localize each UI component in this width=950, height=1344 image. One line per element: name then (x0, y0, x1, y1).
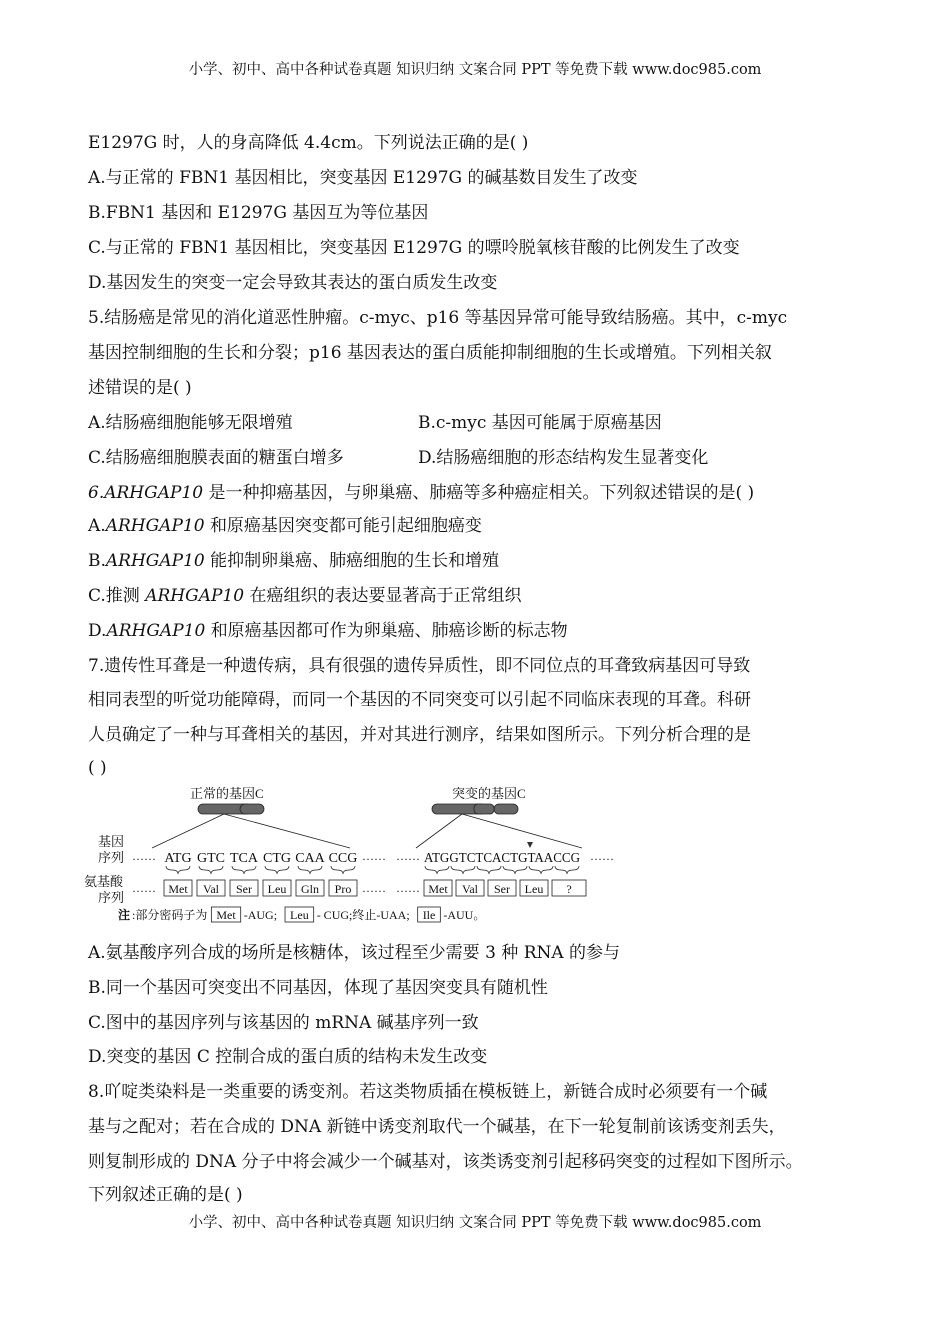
codon-brace (199, 866, 223, 874)
q4-option-b: B.FBN1 基因和 E1297G 基因互为等位基因 (88, 203, 429, 223)
page-footer: 小学、初中、高中各种试卷真题 知识归纳 文案合同 PPT 等免费下载 www.doc985.com (188, 1215, 762, 1231)
q7-option-b: B.同一个基因可突变出不同基因，体现了基因突变具有随机性 (88, 978, 548, 998)
amino-acid: Met (428, 882, 448, 896)
page-header: 小学、初中、高中各种试卷真题 知识归纳 文案合同 PPT 等免费下载 www.doc985.com (188, 62, 762, 78)
codon-brace (232, 866, 256, 874)
codon-brace (298, 866, 322, 874)
amino-acid: ? (566, 882, 572, 896)
codon-brace (477, 866, 501, 874)
amino-acid: Pro (334, 882, 352, 896)
row-label: 基因 (98, 834, 125, 849)
option-prefix: C.推测 (88, 586, 146, 606)
q5-option-b: B.c-myc 基因可能属于原癌基因 (418, 413, 662, 433)
row-label: 序列 (98, 890, 125, 905)
option-text: 和原癌基因突变都可能引起细胞癌变 (209, 516, 482, 536)
note-amino-acid: Ile (422, 908, 436, 922)
q5-option-a: A.结肠癌细胞能够无限增殖 (88, 413, 293, 433)
amino-acid: Ser (494, 882, 510, 896)
option-text: 在癌组织的表达要显著高于正常组织 (249, 586, 522, 606)
q4-option-d: D.基因发生的突变一定会导致其表达的蛋白质发生改变 (88, 273, 498, 293)
codon: ATG (164, 851, 192, 866)
q5-stem: 述错误的是( ) (88, 378, 192, 398)
ellipsis: …… (396, 881, 420, 895)
expansion-lines (152, 814, 582, 848)
q8-stem: 则复制形成的 DNA 分子中将会减少一个碱基对，该类诱变剂引起移码突变的过程如下图所示。 (88, 1152, 803, 1172)
codon: CAA (295, 851, 325, 866)
ellipsis: …… (362, 849, 386, 863)
q5-option-c: C.结肠癌细胞膜表面的糖蛋白增多 (88, 448, 344, 468)
q6-stem (88, 482, 754, 504)
amino-acid: Leu (524, 882, 544, 896)
q5-stem: 基因控制细胞的生长和分裂；p16 基因表达的蛋白质能抑制细胞的生长或增殖。下列相关叙 (88, 343, 772, 363)
note-amino-acid: Leu (290, 908, 309, 922)
gene-name: ARHGAP10 (105, 551, 205, 571)
ellipsis: …… (396, 849, 420, 863)
q6-option-b (88, 550, 499, 572)
option-text: 和原癌基因都可作为卵巢癌、肺癌诊断的标志物 (210, 621, 568, 641)
normal-gene-title: 正常的基因C (190, 786, 264, 801)
q8-stem: 下列叙述正确的是( ) (88, 1185, 243, 1205)
amino-acid: Ser (236, 882, 252, 896)
q6-stem-text: 是一种抑癌基因，与卵巢癌、肺癌等多种癌症相关。下列叙述错误的是( ) (208, 483, 755, 503)
q7-option-d: D.突变的基因 C 控制合成的蛋白质的结构未发生改变 (88, 1047, 488, 1067)
amino-acid: Met (168, 882, 188, 896)
amino-acid: Val (203, 882, 219, 896)
codon: GTC (197, 851, 225, 866)
amino-acid: Leu (267, 882, 287, 896)
note-amino-acid: Met (216, 908, 236, 922)
q8-stem: 8.吖啶类染料是一类重要的诱变剂。若这类物质插在模板链上，新链合成时必须要有一个碱 (88, 1082, 768, 1102)
option-text: 能抑制卵巢癌、肺癌细胞的生长和增殖 (210, 551, 500, 571)
mutation-marker-icon (527, 842, 533, 848)
q6-num: 6. (88, 483, 105, 503)
q4-option-a: A.与正常的 FBN1 基因相比，突变基因 E1297G 的碱基数目发生了改变 (88, 168, 638, 188)
q7-option-a: A.氨基酸序列合成的场所是核糖体，该过程至少需要 3 种 RNA 的参与 (88, 943, 621, 963)
q7-option-c: C.图中的基因序列与该基因的 mRNA 碱基序列一致 (88, 1013, 479, 1033)
gene-sequence-figure (82, 780, 642, 930)
q4-option-c: C.与正常的 FBN1 基因相比，突变基因 E1297G 的嘌呤脱氧核苷酸的比例发生了改变 (88, 238, 740, 258)
note-text: :部分密码子为 (132, 908, 208, 922)
codon-brace (529, 866, 553, 874)
gene-name: ARHGAP10 (104, 483, 204, 503)
codon-brace (166, 866, 190, 874)
chromosome-icon (198, 804, 518, 814)
gene-name: ARHGAP10 (106, 621, 206, 641)
codon-brace (265, 866, 289, 874)
note-codon: -AUG; (243, 908, 278, 922)
ellipsis: …… (590, 849, 614, 863)
q7-stem: 人员确定了一种与耳聋相关的基因，并对其进行测序，结果如图所示。下列分析合理的是 (88, 725, 751, 745)
amino-acid: Val (462, 882, 478, 896)
codon-brace (425, 866, 449, 874)
q7-stem: 相同表型的听觉功能障碍，而同一个基因的不同突变可以引起不同临床表现的耳聋。科研 (88, 690, 751, 710)
option-prefix: D. (88, 621, 107, 641)
option-prefix: A. (88, 516, 106, 536)
mutant-gene-title: 突变的基因C (452, 786, 526, 801)
mutant-sequence: ATGGTCTCACTGTAACCG (424, 851, 580, 866)
q6-option-a (88, 515, 482, 537)
row-label: 序列 (98, 850, 125, 865)
codon-brace (555, 866, 579, 874)
q7-stem: ( ) (88, 758, 107, 778)
note-label: 注 (118, 908, 131, 922)
option-prefix: B. (88, 551, 106, 571)
codon: CCG (328, 851, 358, 866)
q8-stem: 基与之配对；若在合成的 DNA 新链中诱变剂取代一个碱基，在下一轮复制前该诱变剂丢失， (88, 1117, 786, 1137)
ellipsis: …… (132, 881, 156, 895)
note-codon: - CUG;终止-UAA; (316, 908, 410, 922)
q7-stem: 7.遗传性耳聋是一种遗传病，具有很强的遗传异质性，即不同位点的耳聋致病基因可导致 (88, 656, 751, 676)
codon-brace (451, 866, 475, 874)
ellipsis: …… (362, 881, 386, 895)
row-label: 氨基酸 (84, 874, 124, 889)
ellipsis: …… (132, 849, 156, 863)
codon-brace (503, 866, 527, 874)
gene-name: ARHGAP10 (145, 586, 245, 606)
q4-stem: E1297G 时，人的身高降低 4.4cm。下列说法正确的是( ) (88, 133, 529, 153)
codon-brace (331, 866, 355, 874)
codon: TCA (230, 851, 258, 866)
q5-stem: 5.结肠癌是常见的消化道恶性肿瘤。c-myc、p16 等基因异常可能导致结肠癌。其中，c-myc (88, 308, 788, 328)
gene-name: ARHGAP10 (105, 516, 205, 536)
q5-option-d: D.结肠癌细胞的形态结构发生显著变化 (418, 448, 709, 468)
q6-option-c (88, 585, 521, 607)
q5-options-ab (88, 412, 848, 434)
codon: CTG (263, 851, 291, 866)
q5-options-cd (88, 447, 848, 469)
note-codon: -AUU。 (443, 908, 486, 922)
amino-acid: Gln (301, 882, 319, 896)
q6-option-d (88, 620, 568, 642)
